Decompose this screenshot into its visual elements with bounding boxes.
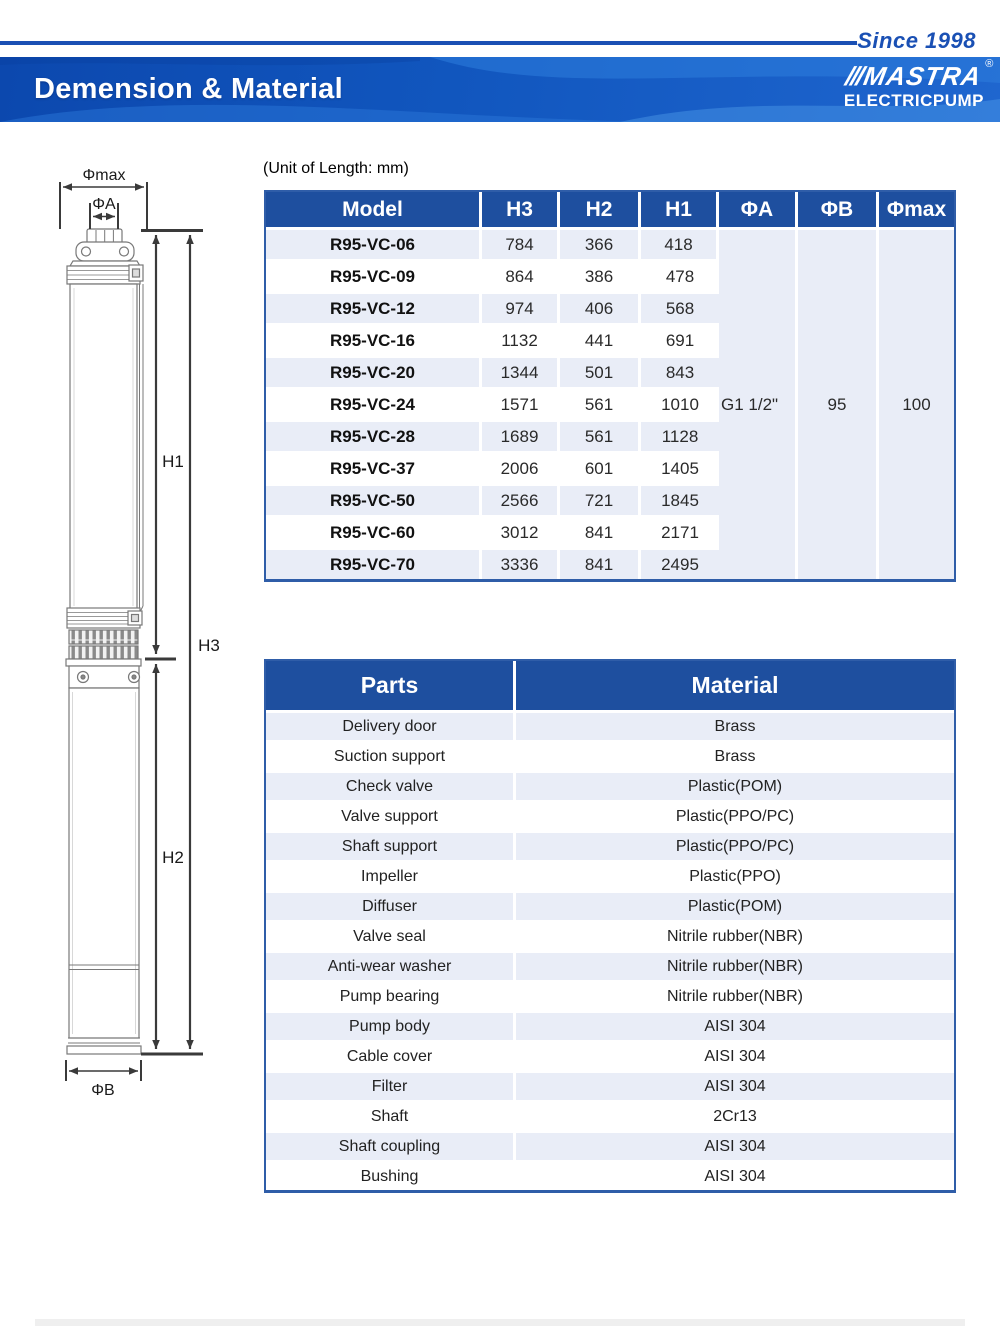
part-cell: Pump body bbox=[266, 1010, 516, 1040]
dimension-table-header-row bbox=[266, 192, 954, 227]
parts-row bbox=[266, 830, 954, 860]
unit-of-length-note: (Unit of Length: mm) bbox=[263, 160, 409, 177]
parts-row bbox=[266, 980, 954, 1010]
part-cell: Anti-wear washer bbox=[266, 950, 516, 980]
material-cell: 2Cr13 bbox=[516, 1100, 954, 1130]
parts-row bbox=[266, 800, 954, 830]
col-header-phi-max: Φmax bbox=[879, 192, 954, 227]
registered-trademark-icon: ® bbox=[985, 58, 994, 70]
parts-row bbox=[266, 890, 954, 920]
col-header-parts: Parts bbox=[266, 661, 516, 710]
col-header-h2: H2 bbox=[560, 192, 641, 227]
part-cell: Check valve bbox=[266, 770, 516, 800]
h2-cell: 561 bbox=[560, 419, 641, 451]
parts-row bbox=[266, 1100, 954, 1130]
h3-cell: 3336 bbox=[482, 547, 560, 579]
logo-slashes-icon: /// bbox=[843, 61, 865, 91]
pump-outline bbox=[66, 229, 143, 1054]
part-cell: Shaft bbox=[266, 1100, 516, 1130]
phi-b-shared-value: 95 bbox=[798, 227, 879, 579]
part-cell: Diffuser bbox=[266, 890, 516, 920]
phi-a-label: ΦA bbox=[92, 196, 116, 213]
col-header-phi-a: ΦA bbox=[719, 192, 798, 227]
material-cell: AISI 304 bbox=[516, 1040, 954, 1070]
material-cell: AISI 304 bbox=[516, 1160, 954, 1190]
parts-row bbox=[266, 710, 954, 740]
model-cell: R95-VC-60 bbox=[266, 515, 482, 547]
phi-a-shared-value: G1 1/2" bbox=[719, 227, 798, 579]
footer-divider bbox=[35, 1319, 965, 1326]
model-cell: R95-VC-24 bbox=[266, 387, 482, 419]
parts-row bbox=[266, 1070, 954, 1100]
model-cell: R95-VC-20 bbox=[266, 355, 482, 387]
h1-cell: 568 bbox=[641, 291, 719, 323]
h2-cell: 366 bbox=[560, 227, 641, 259]
parts-row bbox=[266, 860, 954, 890]
col-header-phi-b: ΦB bbox=[798, 192, 879, 227]
material-cell: Plastic(PPO/PC) bbox=[516, 830, 954, 860]
h1-cell: 2495 bbox=[641, 547, 719, 579]
part-cell: Shaft support bbox=[266, 830, 516, 860]
material-cell: AISI 304 bbox=[516, 1130, 954, 1160]
part-cell: Delivery door bbox=[266, 710, 516, 740]
h3-cell: 974 bbox=[482, 291, 560, 323]
model-cell: R95-VC-70 bbox=[266, 547, 482, 579]
part-cell: Valve seal bbox=[266, 920, 516, 950]
part-cell: Impeller bbox=[266, 860, 516, 890]
material-cell: Plastic(POM) bbox=[516, 890, 954, 920]
h2-label: H2 bbox=[162, 848, 184, 867]
material-cell: Plastic(PPO/PC) bbox=[516, 800, 954, 830]
h1-cell: 418 bbox=[641, 227, 719, 259]
h2-cell: 441 bbox=[560, 323, 641, 355]
col-header-h1: H1 bbox=[641, 192, 719, 227]
h1-cell: 1128 bbox=[641, 419, 719, 451]
parts-table-header-row bbox=[266, 661, 954, 710]
parts-row bbox=[266, 1130, 954, 1160]
dimension-row bbox=[266, 227, 954, 259]
h1-cell: 843 bbox=[641, 355, 719, 387]
phi-b-label: ΦB bbox=[91, 1082, 115, 1099]
col-header-material: Material bbox=[516, 661, 954, 710]
material-cell: Nitrile rubber(NBR) bbox=[516, 950, 954, 980]
part-cell: Valve support bbox=[266, 800, 516, 830]
h3-cell: 1689 bbox=[482, 419, 560, 451]
model-cell: R95-VC-09 bbox=[266, 259, 482, 291]
parts-row bbox=[266, 1160, 954, 1190]
parts-table-body bbox=[266, 710, 954, 1190]
material-cell: Nitrile rubber(NBR) bbox=[516, 980, 954, 1010]
model-cell: R95-VC-37 bbox=[266, 451, 482, 483]
h3-cell: 2006 bbox=[482, 451, 560, 483]
material-cell: Brass bbox=[516, 710, 954, 740]
material-cell: Nitrile rubber(NBR) bbox=[516, 920, 954, 950]
col-header-h3: H3 bbox=[482, 192, 560, 227]
h3-label: H3 bbox=[198, 636, 220, 655]
since-text: Since 1998 bbox=[857, 28, 976, 53]
h1-cell: 1845 bbox=[641, 483, 719, 515]
model-cell: R95-VC-28 bbox=[266, 419, 482, 451]
h3-cell: 2566 bbox=[482, 483, 560, 515]
model-cell: R95-VC-12 bbox=[266, 291, 482, 323]
page-title: Demension & Material bbox=[34, 73, 343, 105]
parts-row bbox=[266, 920, 954, 950]
h2-cell: 406 bbox=[560, 291, 641, 323]
model-cell: R95-VC-06 bbox=[266, 227, 482, 259]
h3-cell: 3012 bbox=[482, 515, 560, 547]
part-cell: Shaft coupling bbox=[266, 1130, 516, 1160]
part-cell: Cable cover bbox=[266, 1040, 516, 1070]
part-cell: Suction support bbox=[266, 740, 516, 770]
parts-row bbox=[266, 740, 954, 770]
h3-cell: 1132 bbox=[482, 323, 560, 355]
part-cell: Bushing bbox=[266, 1160, 516, 1190]
model-cell: R95-VC-50 bbox=[266, 483, 482, 515]
dimension-table-body bbox=[266, 227, 954, 579]
part-cell: Pump bearing bbox=[266, 980, 516, 1010]
h2-cell: 501 bbox=[560, 355, 641, 387]
h3-cell: 784 bbox=[482, 227, 560, 259]
h2-cell: 386 bbox=[560, 259, 641, 291]
logo-subtitle: ELECTRICPUMP bbox=[843, 91, 984, 110]
material-cell: Plastic(PPO) bbox=[516, 860, 954, 890]
parts-row bbox=[266, 770, 954, 800]
h2-cell: 601 bbox=[560, 451, 641, 483]
material-cell: AISI 304 bbox=[516, 1010, 954, 1040]
h2-cell: 841 bbox=[560, 547, 641, 579]
parts-material-table bbox=[264, 659, 956, 1193]
h1-cell: 478 bbox=[641, 259, 719, 291]
material-cell: Plastic(POM) bbox=[516, 770, 954, 800]
h2-cell: 721 bbox=[560, 483, 641, 515]
material-cell: Brass bbox=[516, 740, 954, 770]
part-cell: Filter bbox=[266, 1070, 516, 1100]
model-cell: R95-VC-16 bbox=[266, 323, 482, 355]
h3-cell: 1344 bbox=[482, 355, 560, 387]
phi-max-shared-value: 100 bbox=[879, 227, 954, 579]
material-cell: AISI 304 bbox=[516, 1070, 954, 1100]
parts-row bbox=[266, 1040, 954, 1070]
phi-max-label: Φmax bbox=[82, 167, 126, 184]
h1-cell: 1010 bbox=[641, 387, 719, 419]
h1-cell: 2171 bbox=[641, 515, 719, 547]
dimension-table bbox=[264, 190, 956, 582]
parts-row bbox=[266, 1010, 954, 1040]
h1-cell: 691 bbox=[641, 323, 719, 355]
h3-cell: 864 bbox=[482, 259, 560, 291]
h2-cell: 561 bbox=[560, 387, 641, 419]
logo-brand-text: MASTRA bbox=[861, 61, 985, 91]
h1-label: H1 bbox=[162, 452, 184, 471]
col-header-model: Model bbox=[266, 192, 482, 227]
h3-cell: 1571 bbox=[482, 387, 560, 419]
parts-row bbox=[266, 950, 954, 980]
h2-cell: 841 bbox=[560, 515, 641, 547]
h1-cell: 1405 bbox=[641, 451, 719, 483]
